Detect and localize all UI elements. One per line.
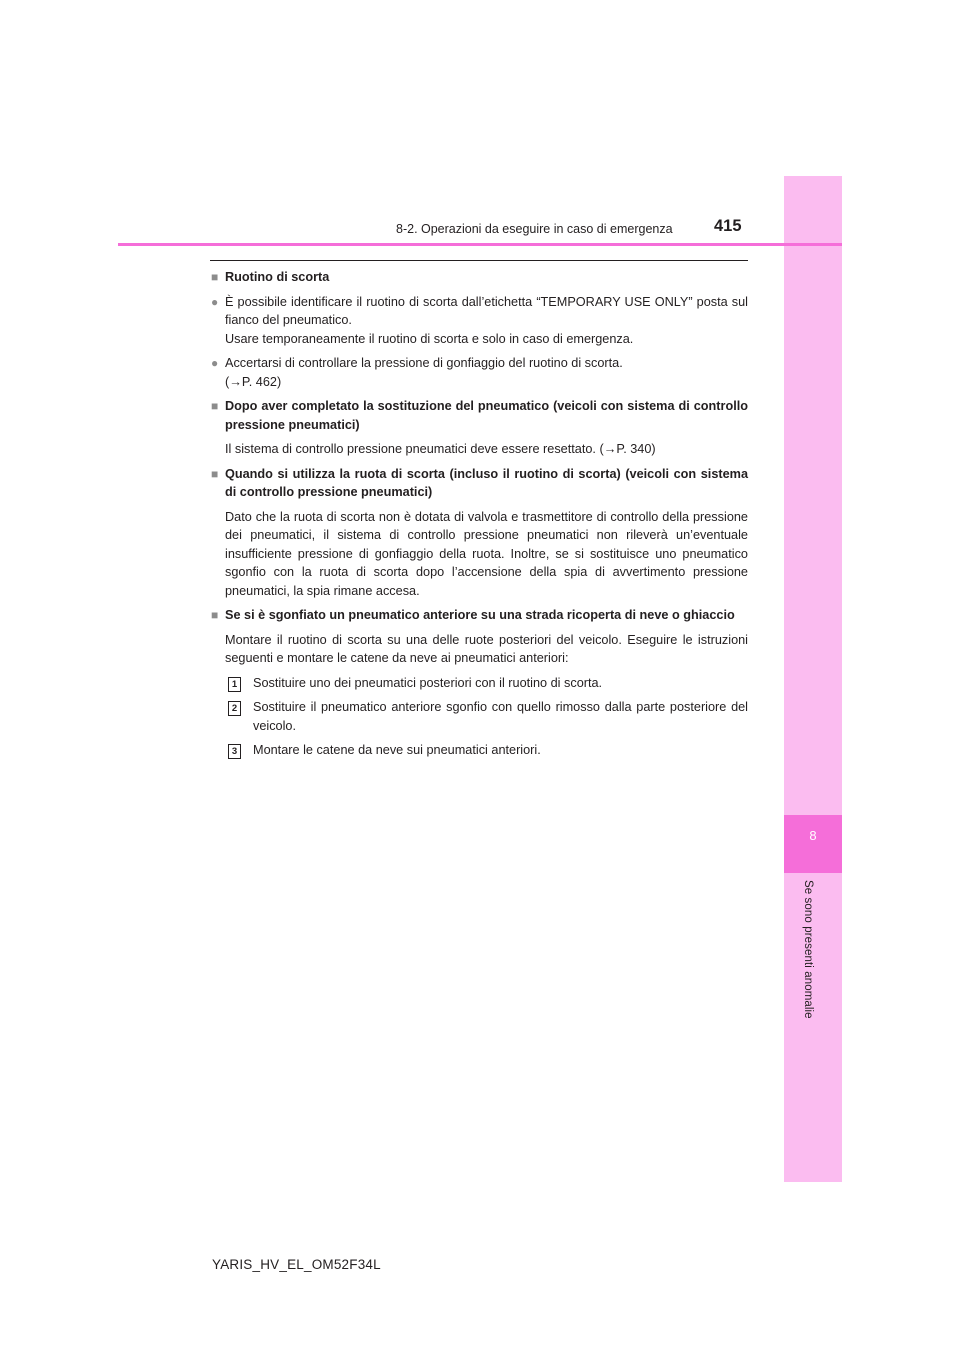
section-title: 8-2. Operazioni da eseguire in caso di emergenza: [396, 222, 673, 236]
chapter-number: 8: [809, 828, 817, 843]
paragraph: Dato che la ruota di scorta non è dotata di valvola e trasmettitore di controllo della pressione dei pneumatici, il sistema di controllo pressione pneumatici non rileverà un’eventuale insufficiente pressione di gonfiaggio della ruota. Inoltre, se si sostituisce uno pneumatico sgonfio con la ruota di scorta dopo l’accensione della spia di avvertimento pressione pneumatici, la spia rimane accesa.: [225, 509, 748, 598]
bullet-text: È possibile identificare il ruotino di scorta dall’etichetta “TEMPORARY USE ONLY” posta sul fianco del pneumatico.: [225, 294, 748, 327]
header-rule: [118, 243, 842, 246]
heading-text: Ruotino di scorta: [225, 270, 330, 284]
step-number: 1: [228, 677, 241, 692]
square-bullet-icon: ■: [211, 270, 219, 284]
page-reference: (→P. 462): [225, 374, 282, 389]
step-item: [211, 698, 748, 735]
page-number: 415: [714, 217, 742, 235]
heading-after-replacement: [211, 397, 748, 434]
paragraph: Il sistema di controllo pressione pneumatici deve essere resettato. (→P. 340): [225, 442, 656, 456]
heading-text: Quando si utilizza la ruota di scorta (incluso il ruotino di scorta) (veicoli con sistema di controllo pressione pneumatici): [225, 466, 748, 499]
heading-front-flat-snow: [211, 606, 748, 625]
bullet-item: [211, 354, 748, 391]
chapter-number-box: [784, 815, 842, 873]
step-item: [211, 741, 748, 760]
step-number: 3: [228, 744, 241, 759]
paragraph: Montare il ruotino di scorta su una delle ruote posteriori del veicolo. Eseguire le istruzioni seguenti e montare le catene da neve ai pneumatici anteriori:: [225, 632, 748, 665]
square-bullet-icon: ■: [211, 399, 219, 413]
step-text: Sostituire il pneumatico anteriore sgonfio con quello rimosso dalla parte posteriore del veicolo.: [253, 700, 748, 733]
chapter-title: Se sono presenti anomalie: [802, 880, 814, 1019]
heading-using-spare: [211, 465, 748, 502]
step-text: Sostituire uno dei pneumatici posteriori con il ruotino di scorta.: [253, 675, 603, 690]
step-text: Montare le catene da neve sui pneumatici anteriori.: [253, 743, 541, 757]
square-bullet-icon: ■: [211, 466, 219, 481]
step-number: 2: [228, 701, 241, 716]
heading-text: Dopo aver completato la sostituzione del pneumatico (veicoli con sistema di controllo pressione pneumatici): [225, 399, 748, 432]
page-content: [211, 268, 748, 766]
heading-spare-tire: [211, 268, 748, 287]
bullet-text: Accertarsi di controllare la pressione di gonfiaggio del ruotino di scorta.: [225, 356, 623, 370]
square-bullet-icon: ■: [211, 608, 219, 622]
step-item: [211, 674, 748, 693]
circle-bullet-icon: ●: [211, 356, 219, 370]
document-code: YARIS_HV_EL_OM52F34L: [212, 1257, 381, 1272]
bullet-item: [211, 293, 748, 349]
heading-text: Se si è sgonfiato un pneumatico anteriore su una strada ricoperta di neve o ghiaccio: [225, 608, 735, 622]
bullet-text: Usare temporaneamente il ruotino di scorta e solo in caso di emergenza.: [225, 331, 634, 346]
content-top-rule: [210, 260, 748, 261]
chapter-side-tab: [784, 176, 842, 1182]
circle-bullet-icon: ●: [211, 294, 219, 309]
